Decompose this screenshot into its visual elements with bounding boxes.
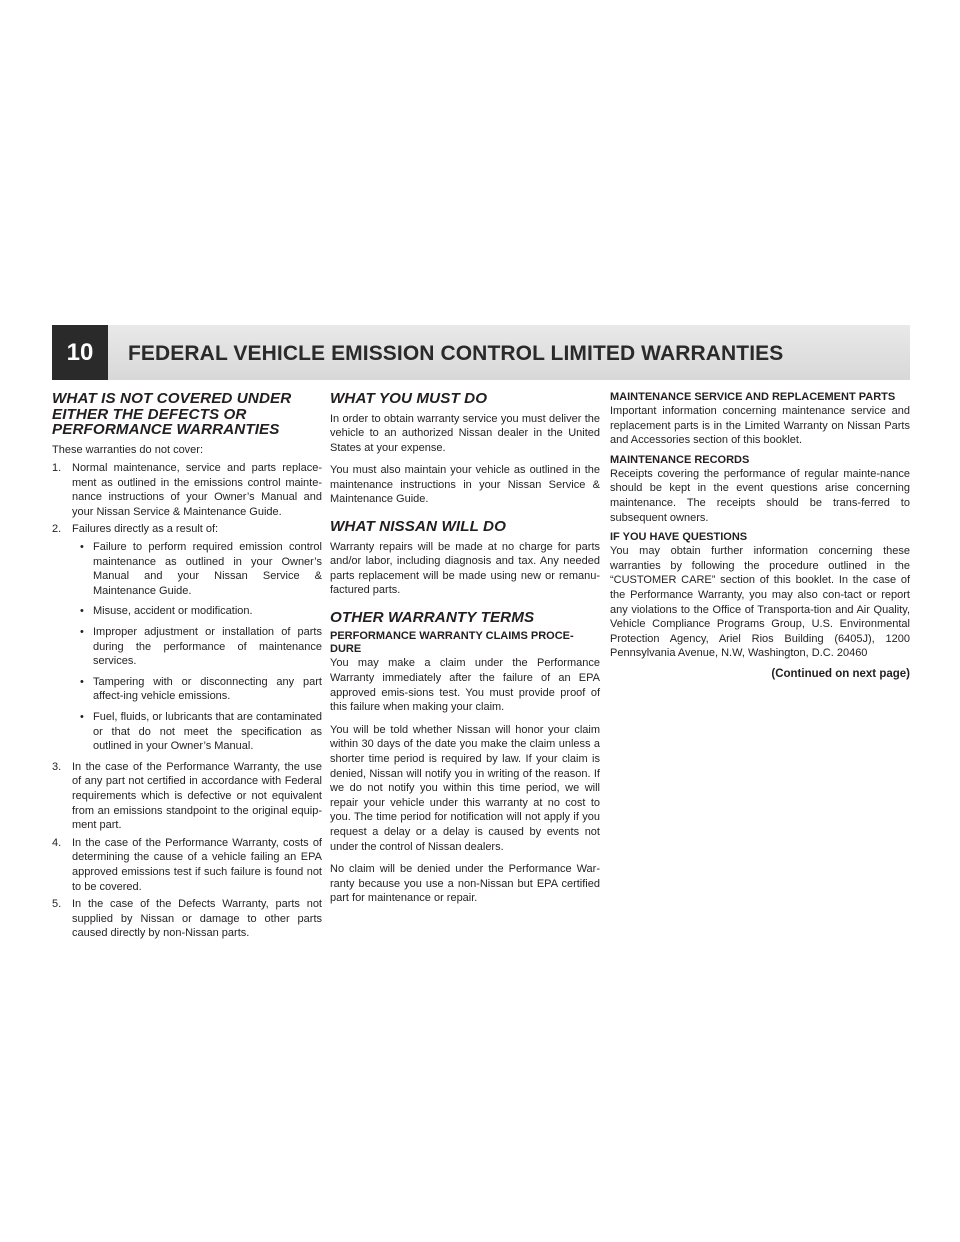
bullet-item: • Fuel, fluids, or lubricants that are contaminated or that do not meet the specification as outlined in your Owner’s Manual.	[72, 710, 322, 754]
paragraph: You will be told whether Nissan will honor your claim within 30 days of the date you make the claim unless a shorter time period is required by law. If your claim is denied, Nissan will notify you in writing of the reason. If we do not notify you within this time period, we will repair your vehicle under this warranty at no cost to you. The time period for notification will not apply if you request a delay or a delay is caused by events not under the control of Nissan dealers.	[330, 723, 600, 853]
other-terms-heading: OTHER WARRANTY TERMS	[330, 608, 535, 626]
bullet-item: • Failure to perform required emission control maintenance as outlined in your Owner’s Manual and your Nissan Service & Maintenance Guide.	[72, 540, 322, 598]
list-item	[52, 760, 322, 833]
list-item-text: In the case of the Performance Warranty, the use of any part not certified in accordance with Federal requirements which is defective or not equivalent from an emissions standpoint to the original equip-ment part.	[72, 760, 322, 832]
list-item	[52, 461, 322, 519]
header-title: FEDERAL VEHICLE EMISSION CONTROL LIMITED WARRANTIES	[128, 342, 784, 365]
column-right	[610, 391, 910, 682]
bullet-item: • Misuse, accident or modification.	[72, 604, 322, 619]
paragraph: No claim will be denied under the Performance War-ranty because you use a non-Nissan but EPA certified part for maintenance or repair.	[330, 863, 600, 905]
not-covered-intro: These warranties do not cover:	[52, 443, 204, 456]
list-item-number: 5.	[52, 898, 62, 911]
page-number: 10	[52, 325, 108, 380]
not-covered-list	[52, 461, 322, 941]
must-do-section	[330, 391, 600, 507]
nissan-will-do-section	[330, 519, 600, 598]
bullet-item: • Tampering with or disconnecting any part affect-ing vehicle emissions.	[72, 675, 322, 704]
other-terms-section	[330, 610, 600, 906]
list-item-text: In the case of the Performance Warranty, costs of determining the cause of a vehicle failing an EPA approved emissions test if such failure is found not to be covered.	[72, 836, 322, 893]
list-item-number: 2.	[52, 523, 62, 536]
list-item-number: 1.	[52, 462, 62, 475]
column-middle	[330, 391, 600, 918]
column-left	[52, 391, 322, 944]
list-item-number: 3.	[52, 760, 62, 773]
list-item-text: Normal maintenance, service and parts replace-ment as outlined in the emissions control mainte-nance instructions of your Owner’s Manual and your Nissan Service & Maintenance Guide.	[72, 462, 322, 518]
paragraph: You may obtain further information concerning these warranties by following the procedure outlined in the “CUSTOMER CARE” section of this booklet. In the case of the Performance Warranty, you may also con-tact or report any violations to the Office of Transporta-tion and Air Quality, Vehicle Compliance Programs Group, U.S. Environmental Protection Agency, Ariel Rios Building (6405J), 1200 Pennsylvania Avenue, N.W, Washington, D.C. 20460	[610, 545, 910, 660]
page-header	[52, 325, 910, 380]
maintenance-parts-heading: MAINTENANCE SERVICE AND REPLACEMENT PARTS	[610, 391, 896, 403]
must-do-heading: WHAT YOU MUST DO	[330, 390, 488, 407]
bullet-item: • Improper adjustment or installation of parts during the performance of maintenance services.	[72, 625, 322, 669]
paragraph: Important information concerning maintenance service and replacement parts is in the Limited Warranty on Nissan Parts and Accessories section of this booklet.	[610, 405, 910, 447]
maintenance-records-heading: MAINTENANCE RECORDS	[610, 453, 750, 466]
failure-causes-list	[72, 540, 322, 754]
list-item	[52, 522, 322, 753]
claims-procedure-heading: PERFORMANCE WARRANTY CLAIMS PROCE-DURE	[330, 630, 574, 656]
not-covered-heading: WHAT IS NOT COVERED UNDER EITHER THE DEFECTS OR PERFORMANCE WARRANTIES	[52, 390, 292, 438]
list-item	[52, 897, 322, 941]
paragraph: You may make a claim under the Performance Warranty immediately after the failure of an EPA approved emis-sions test. You must provide proof of this failure when making your claim.	[330, 657, 600, 714]
list-item-number: 4.	[52, 836, 62, 849]
questions-heading: IF YOU HAVE QUESTIONS	[610, 531, 748, 544]
paragraph: Warranty repairs will be made at no charge for parts and/or labor, including diagnosis and tax. Any needed parts replacement will be made using new or remanu-factured parts.	[330, 540, 600, 597]
list-item-text: Failures directly as a result of:	[72, 523, 219, 536]
list-item	[52, 836, 322, 894]
paragraph: In order to obtain warranty service you must deliver the vehicle to an authorized Nissan dealer in the United States at your expense.	[330, 412, 600, 454]
continued-note: (Continued on next page)	[771, 667, 910, 680]
nissan-will-do-heading: WHAT NISSAN WILL DO	[330, 518, 506, 536]
paragraph: Receipts covering the performance of regular mainte-nance should be kept in the event questions arise concerning maintenance. The receipts should be trans-ferred to subsequent owners.	[610, 467, 910, 524]
paragraph: You must also maintain your vehicle as outlined in the maintenance instructions in your Nissan Service & Maintenance Guide.	[330, 464, 600, 506]
list-item-text: In the case of the Defects Warranty, parts not supplied by Nissan or damage to other parts caused directly by non-Nissan parts.	[72, 898, 322, 940]
